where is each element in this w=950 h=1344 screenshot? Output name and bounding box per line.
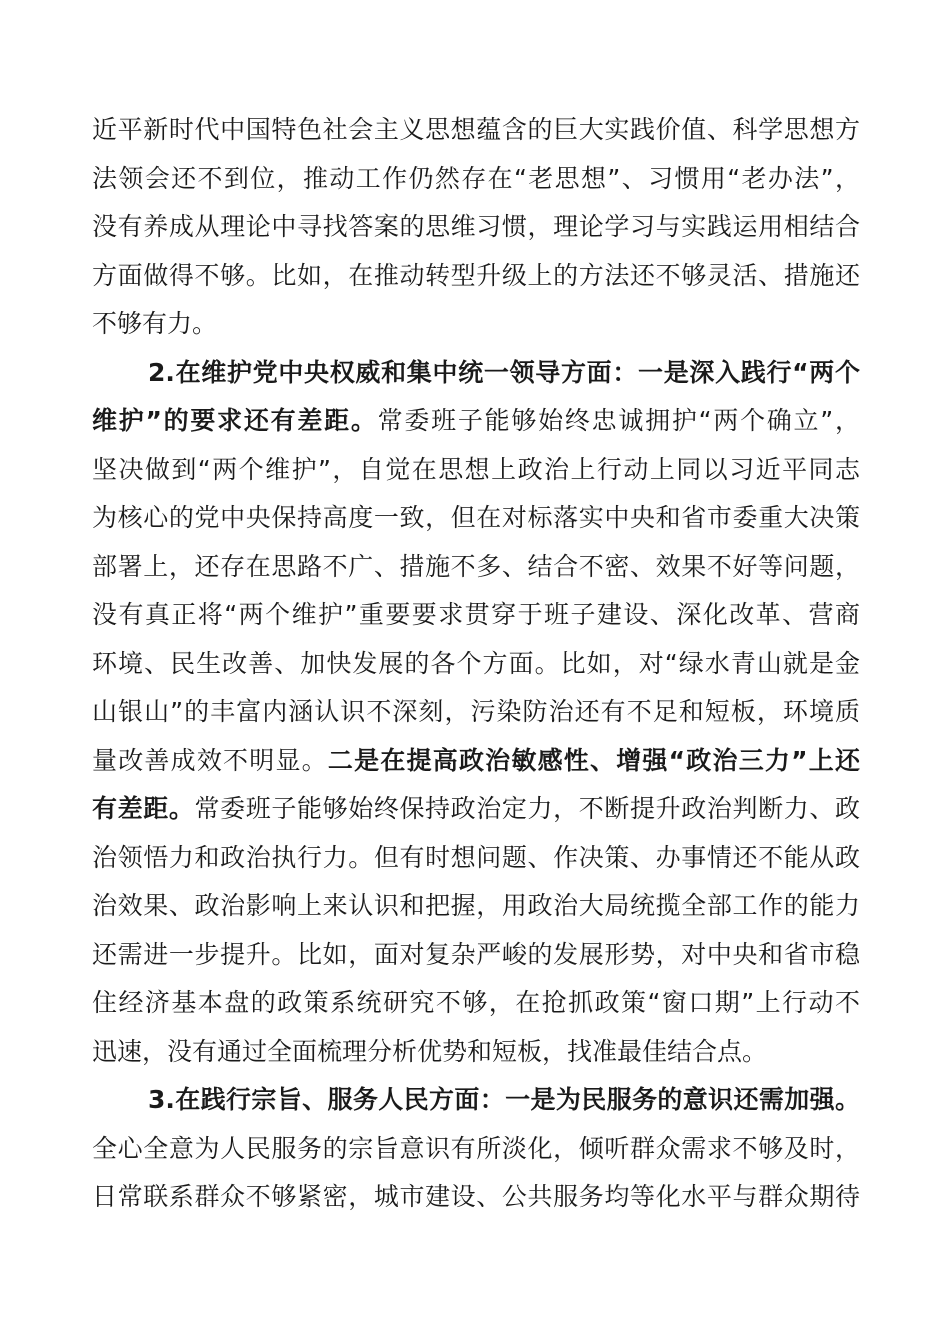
- text-line: [92, 737, 860, 786]
- text-segment: 坚决做到“两个维护”，自觉在思想上政治上行动上同以习近平同志: [92, 454, 860, 484]
- bold-text-segment: 二是在提高政治敏感性、增强“政治三力”上还: [327, 745, 860, 775]
- text-segment: 近平新时代中国特色社会主义思想蕴含的巨大实践价值、科学思想方: [92, 115, 860, 144]
- text-line: [92, 203, 860, 252]
- text-segment: 不够有力。: [92, 309, 218, 338]
- text-line: [92, 931, 860, 980]
- text-segment: 治领悟力和政治执行力。但有时想问题、作决策、办事情还不能从政: [92, 842, 860, 872]
- bold-text-segment: 3.在践行宗旨、服务人民方面：一是为民服务的意识还需加强。: [148, 1085, 860, 1114]
- text-line: [92, 591, 860, 640]
- text-segment: 量改善成效不明显。: [92, 745, 328, 775]
- text-line: [92, 834, 860, 883]
- text-line: [92, 349, 860, 398]
- text-segment: 常委班子能够始终保持政治定力，不断提升政治判断力、政: [194, 794, 860, 823]
- text-line: [92, 640, 860, 689]
- text-line: [92, 494, 860, 543]
- text-segment: 治效果、政治影响上来认识和把握，用政治大局统揽全部工作的能力: [92, 891, 860, 920]
- text-line: [92, 397, 860, 446]
- text-segment: 部署上，还存在思路不广、措施不多、结合不密、效果不好等问题，: [92, 551, 860, 581]
- text-segment: 法领会还不到位，推动工作仍然存在“老思想”、习惯用“老办法”，: [92, 163, 860, 193]
- text-line: [92, 1028, 860, 1077]
- text-segment: 方面做得不够。比如，在推动转型升级上的方法还不够灵活、措施还: [92, 260, 860, 290]
- text-line: [92, 446, 860, 495]
- text-segment: 没有养成从理论中寻找答案的思维习惯，理论学习与实践运用相结合: [92, 212, 860, 241]
- bold-text-segment: 有差距。: [92, 794, 195, 823]
- text-segment: 环境、民生改善、加快发展的各个方面。比如，对“绿水青山就是金: [92, 648, 860, 678]
- document-body: [92, 106, 860, 1222]
- text-line: [92, 882, 860, 931]
- text-segment: 住经济基本盘的政策系统研究不够，在抢抓政策“窗口期”上行动不: [92, 988, 860, 1017]
- text-segment: 日常联系群众不够紧密，城市建设、公共服务均等化水平与群众期待: [92, 1182, 860, 1211]
- text-segment: 为核心的党中央保持高度一致，但在对标落实中央和省市委重大决策: [92, 503, 860, 532]
- text-line: [92, 688, 860, 737]
- text-segment: 还需进一步提升。比如，面对复杂严峻的发展形势，对中央和省市稳: [92, 939, 860, 969]
- text-line: [92, 252, 860, 301]
- text-line: [92, 1125, 860, 1174]
- text-segment: 山银山”的丰富内涵认识不深刻，污染防治还有不足和短板，环境质: [92, 697, 860, 726]
- text-segment: 迅速，没有通过全面梳理分析优势和短板，找准最佳结合点。: [92, 1036, 768, 1066]
- text-line: [92, 1173, 860, 1222]
- text-segment: 没有真正将“两个维护”重要要求贯穿于班子建设、深化改革、营商: [92, 600, 860, 629]
- bold-text-segment: 维护”的要求还有差距。: [92, 406, 378, 435]
- text-line: [92, 979, 860, 1028]
- text-line: [92, 300, 860, 349]
- text-line: [92, 1076, 860, 1125]
- text-line: [92, 106, 860, 155]
- text-segment: 常委班子能够始终忠诚拥护“两个确立”，: [377, 406, 861, 435]
- bold-text-segment: 2.在维护党中央权威和集中统一领导方面：一是深入践行“两个: [148, 357, 860, 387]
- text-line: [92, 785, 860, 834]
- text-segment: 全心全意为人民服务的宗旨意识有所淡化，倾听群众需求不够及时，: [92, 1133, 860, 1163]
- text-line: [92, 155, 860, 204]
- text-line: [92, 543, 860, 592]
